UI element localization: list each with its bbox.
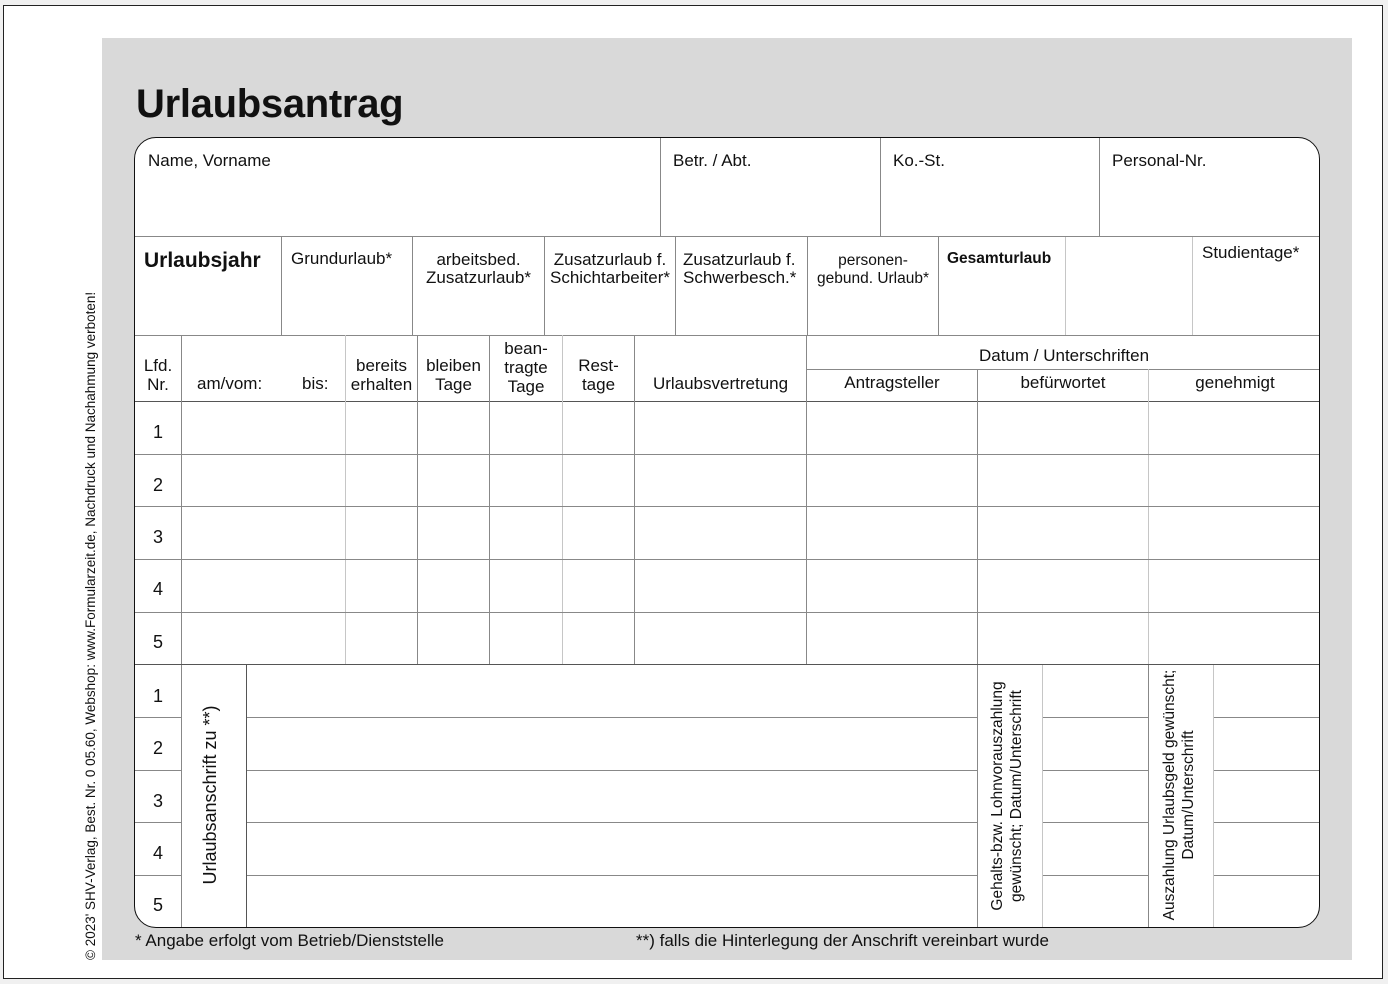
col-header-received-1: bereits xyxy=(355,356,408,375)
col-header-remaining-2: Tage xyxy=(435,375,472,394)
personal-leave-field[interactable] xyxy=(808,237,938,335)
leave-row[interactable] xyxy=(182,507,1320,559)
work-related-extra-leave-field[interactable] xyxy=(413,237,544,335)
work-related-extra-leave-label-1: arbeitsbed. xyxy=(436,250,521,269)
col-header-requested-2: tragte xyxy=(504,358,548,377)
salary-advance-signature-field[interactable] xyxy=(1043,666,1148,928)
leave-request-form xyxy=(134,137,1320,928)
address-row-number: 4 xyxy=(152,843,163,863)
col-header-requested-3: Tage xyxy=(507,377,545,396)
col-header-nr-2: Nr. xyxy=(147,375,169,394)
total-leave-label: Gesamturlaub xyxy=(947,250,1052,267)
salary-advance-label-1: Gehalts-bzw. Lohnvorauszahlung xyxy=(989,681,1006,911)
footnote-double: **) falls die Hinterlegung der Anschrift vereinbart wurde xyxy=(636,931,1049,950)
col-header-substitute: Urlaubsvertretung xyxy=(652,374,789,393)
leave-row[interactable] xyxy=(182,560,1320,612)
holiday-pay-signature-field[interactable] xyxy=(1214,666,1320,928)
holiday-pay-label xyxy=(1160,666,1198,924)
address-row-number: 3 xyxy=(152,791,163,811)
col-header-to: bis: xyxy=(302,374,329,393)
personal-leave-label-2: gebund. Urlaub* xyxy=(816,270,930,287)
copyright-note: © 2023' SHV-Verlag, Best. Nr. 0 05.60, Webshop: www.Formularzeit.de, Nachdruck und Nachahmung verboten! xyxy=(83,291,98,960)
vacation-address-label: Urlaubsanschrift zu **) xyxy=(200,705,220,885)
leave-row[interactable] xyxy=(182,455,1320,506)
leave-row-number: 3 xyxy=(152,527,163,547)
cost-center-label: Ko.-St. xyxy=(893,151,945,170)
holiday-pay-label-2: Datum/Unterschrift xyxy=(1180,730,1197,860)
department-field[interactable] xyxy=(661,138,880,236)
disabled-leave-field[interactable] xyxy=(676,237,807,335)
address-line[interactable] xyxy=(247,666,977,717)
personnel-number-field[interactable] xyxy=(1100,138,1320,236)
cost-center-field[interactable] xyxy=(881,138,1099,236)
address-line[interactable] xyxy=(247,718,977,770)
personnel-number-label: Personal-Nr. xyxy=(1112,151,1207,170)
address-row-number: 2 xyxy=(152,738,163,758)
leave-row[interactable] xyxy=(182,402,1320,454)
basic-leave-field[interactable] xyxy=(282,237,412,335)
salary-advance-label-2: gewünscht; Datum/Unterschrift xyxy=(1008,690,1025,902)
study-days-label: Studientage* xyxy=(1202,243,1300,262)
work-related-extra-leave-label-2: Zusatzurlaub* xyxy=(426,268,531,287)
col-header-endorsed: befürwortet xyxy=(1020,373,1106,392)
shift-worker-leave-label-2: Schichtarbeiter* xyxy=(549,268,670,287)
leave-row-number: 4 xyxy=(152,579,163,599)
shift-worker-leave-field[interactable] xyxy=(545,237,675,335)
total-leave-field[interactable] xyxy=(939,237,1065,335)
col-header-approved: genehmigt xyxy=(1195,373,1275,392)
study-days-field[interactable] xyxy=(1193,237,1320,335)
col-header-signatures: Datum / Unterschriften xyxy=(978,346,1150,365)
address-row-number: 1 xyxy=(152,686,163,706)
blank-entitlement-field[interactable] xyxy=(1066,237,1192,335)
col-header-remaining-1: bleiben xyxy=(426,356,481,375)
address-line[interactable] xyxy=(247,771,977,822)
col-header-requested-1: bean- xyxy=(504,339,548,358)
holiday-pay-label-1: Auszahlung Urlaubsgeld gewünscht; xyxy=(1161,669,1178,921)
leave-row[interactable] xyxy=(182,613,1320,664)
personal-leave-label-1: personen- xyxy=(838,252,908,269)
col-header-rest-1: Rest- xyxy=(578,356,619,375)
department-label: Betr. / Abt. xyxy=(673,151,752,170)
col-header-from: am/vom: xyxy=(197,374,263,393)
leave-row-number: 5 xyxy=(152,632,163,652)
form-title: Urlaubsantrag xyxy=(136,82,404,126)
disabled-leave-label-2: Schwerbesch.* xyxy=(683,268,797,287)
footnote-single: * Angabe erfolgt vom Betrieb/Dienststelle xyxy=(135,931,445,950)
leave-row-number: 1 xyxy=(152,422,163,442)
col-header-applicant: Antragsteller xyxy=(844,373,940,392)
col-header-nr-1: Lfd. xyxy=(143,356,173,375)
address-line[interactable] xyxy=(247,823,977,875)
salary-advance-label xyxy=(988,672,1026,920)
address-row-number: 5 xyxy=(152,895,163,915)
vacation-year-field[interactable] xyxy=(135,237,281,335)
name-label: Name, Vorname xyxy=(148,151,271,170)
col-header-rest-2: tage xyxy=(581,375,616,394)
vacation-year-label: Urlaubsjahr xyxy=(144,249,261,272)
basic-leave-label: Grundurlaub* xyxy=(291,249,393,268)
name-field[interactable] xyxy=(135,138,660,236)
col-header-received-2: erhalten xyxy=(350,375,413,394)
shift-worker-leave-label-1: Zusatzurlaub f. xyxy=(553,250,667,269)
disabled-leave-label-1: Zusatzurlaub f. xyxy=(683,250,796,269)
leave-row-number: 2 xyxy=(152,475,163,495)
address-line[interactable] xyxy=(247,876,977,928)
